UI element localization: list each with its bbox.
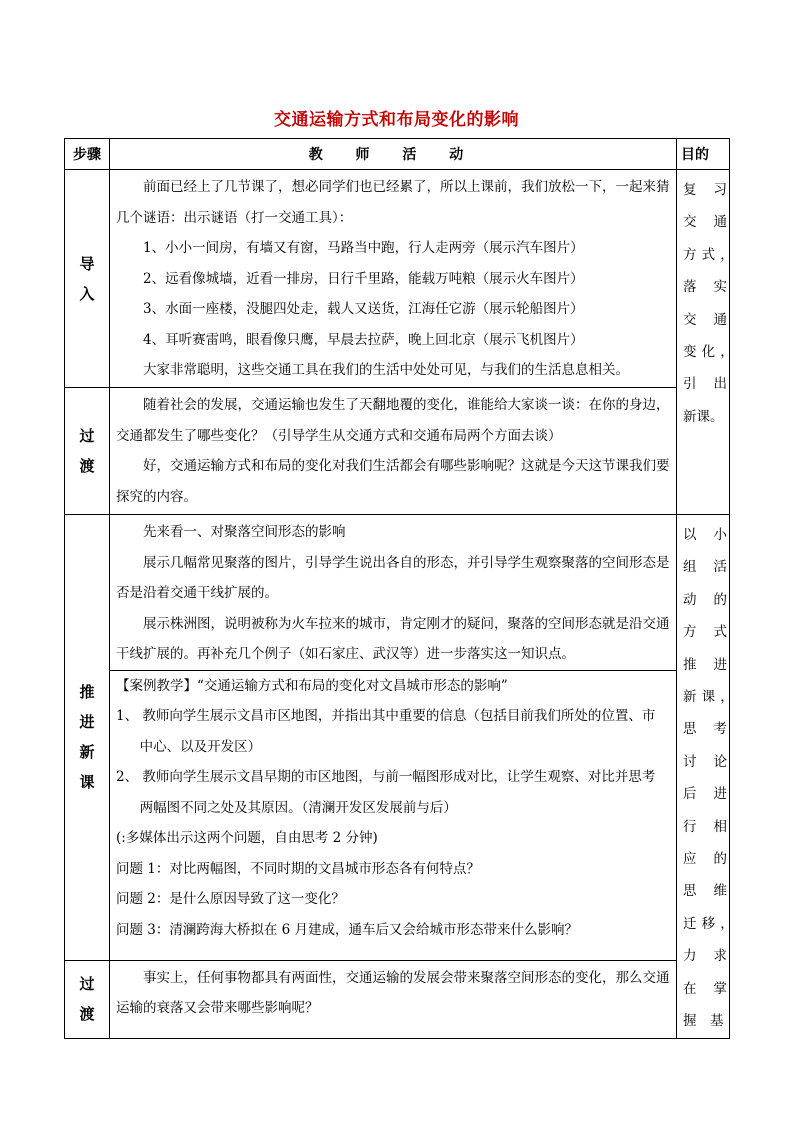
transition-2-content: 事实上，任何事物都具有两面性，交通运输的发展会带来聚落空间形态的变化，那么交通运输的衰落又会带来哪些影响呢？ [110, 960, 677, 1038]
step-transition-2: 过 渡 [65, 960, 110, 1038]
table-header-row [65, 139, 730, 170]
lesson-plan-table [64, 138, 741, 1039]
transition-1-content: 随着社会的发展，交通运输也发生了天翻地覆的变化，谁能给大家谈一谈：在你的身边，交通都发生了哪些变化？（引导学生从交通方式和交通布局两个方面去谈） 好，交通运输方式和布局的变化对我们生活都会有哪些影响呢？这就是今天这节课我们要探究的内容。 [110, 388, 677, 515]
table-row-advance [65, 515, 730, 961]
step-advance: 推 进 新 课 [65, 515, 110, 961]
case-study-block: 【案例教学】“交通运输方式和布局的变化对文昌城市形态的影响” 1、 教师向学生展示文昌市区地图，并指出其中重要的信息（包括目前我们所处的位置、市 中心、以及开发区） 2、 教师向学生展示文昌早期的市区地图，与前一幅图形成对比，让学生观察、对比并思考 两幅图不同之处及其原因。（清澜开发区发展前与后） (:多媒体出示这两个问题，自由思考 2 分钟) 问题 1：对比两幅图，不同时期的文昌城市形态各有何特点？ 问题 2：是什么原因导致了这一变化？ 问题 3：清澜跨海大桥拟在 6 月建成，通车后又会给城市形态带来什么影响？ [110, 670, 676, 946]
header-purpose: 目的 [677, 139, 730, 170]
advance-content: 先来看一、对聚落空间形态的影响 展示几幅常见聚落的图片，引导学生说出各自的形态，并引导学生观察聚落的空间形态是否是沿着交通干线扩展的。 展示株洲图，说明被称为火车拉来的城市，肯定刚才的疑问，聚落的空间形态就是沿交通干线扩展的。再补充几个例子（如石家庄、武汉等）进一步落实这一知识点。 【案例教学】“交通运输方式和布局的变化对文昌城市形态的影响” 1、 教师向学生展示文昌市区地图，并指出其中重要的信息（包括目前我们所处的位置、市 中心、以及开发区） 2、 教师向学生展示文昌早期的市区地图，与前一幅图形成对比，让学生观察、对比并思考 两幅图不同之处及其原因。（清澜开发区发展前与后） (:多媒体出示这两个问题，自由思考 2 分钟) 问题 1：对比两幅图，不同时期的文昌城市形态各有何特点？ 问题 2：是什么原因导致了这一变化？ 问题 3：清澜跨海大桥拟在 6 月建成，通车后又会给城市形态带来什么影响？ [110, 515, 677, 961]
header-step: 步骤 [65, 139, 110, 170]
step-transition-1: 过 渡 [65, 388, 110, 515]
purpose-group-activity: 以 小 组 活 动 的 方 式 推 进 新课， 思 考 讨 论 后 进 行 相 应 的 思 维 迁移， 力 求 在 掌 握 基 [677, 515, 730, 1039]
purpose-review: 复 习 交 通 方式， 落 实 交 通 变化， 引 出 新课。 [677, 170, 730, 515]
document-title: 交通运输方式和布局变化的影响 [274, 110, 519, 130]
table-row-transition-1 [65, 388, 730, 515]
intro-content: 前面已经上了几节课了，想必同学们也已经累了，所以上课前，我们放松一下，一起来猜几个谜语：出示谜语（打一交通工具）： 1、小小一间房，有墙又有窗，马路当中跑，行人走两旁（展示汽车图片） 2、远看像城墙，近看一排房，日行千里路，能载万吨粮（展示火车图片） 3、水面一座楼，没腿四处走，载人又送货，江海任它游（展示轮船图片） 4、耳听赛雷鸣，眼看像只鹰，早晨去拉萨，晚上回北京（展示飞机图片） 大家非常聪明，这些交通工具在我们的生活中处处可见，与我们的生活息息相关。 [110, 170, 677, 388]
header-activity: 教 师 活 动 [110, 139, 677, 170]
table-row-intro [65, 170, 730, 388]
step-intro: 导 入 [65, 170, 110, 388]
table-row-transition-2 [65, 960, 730, 1038]
